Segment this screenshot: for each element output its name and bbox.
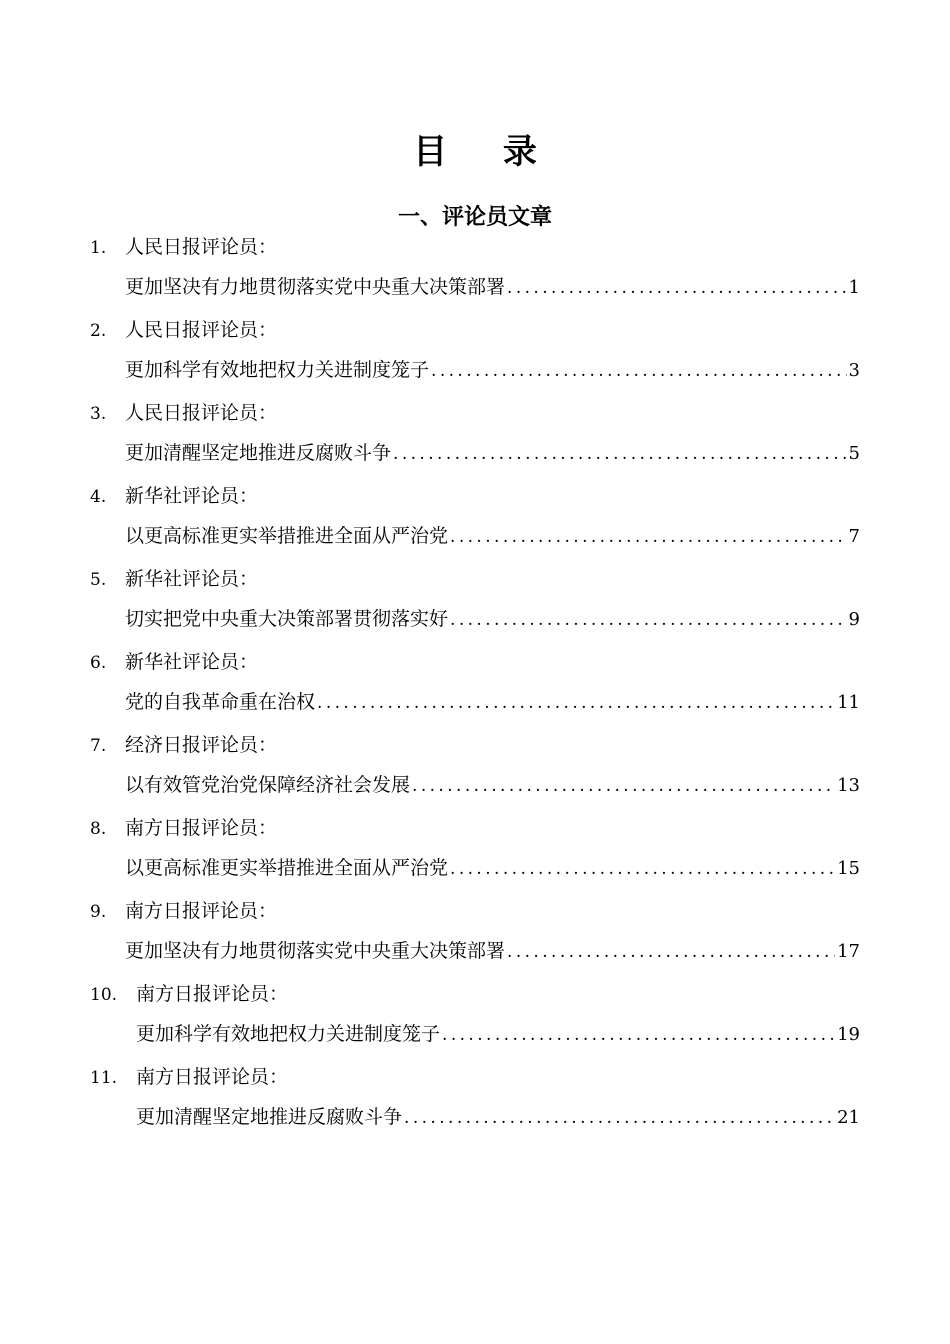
toc-leader-dots: [507, 273, 847, 303]
toc-leader-dots: [317, 688, 835, 718]
toc-entry-9: [90, 894, 860, 977]
toc-entry-2: [90, 313, 860, 396]
toc-entry-page: 1: [848, 277, 860, 298]
toc-leader-dots: [450, 522, 847, 552]
toc-entry-link[interactable]: [125, 687, 860, 717]
page-title: 目 录: [413, 132, 559, 172]
toc-entry-link[interactable]: [125, 936, 860, 966]
toc-entry-page: 17: [837, 941, 860, 962]
toc-entry-source: 人民日报评论员：: [125, 319, 278, 341]
toc-entry-heading: [90, 813, 277, 843]
toc-entry-link[interactable]: [136, 1102, 860, 1132]
toc-leader-dots: [393, 439, 847, 469]
toc-leader-dots: [431, 356, 847, 386]
toc-entry-source: 南方日报评论员：: [125, 900, 278, 922]
toc-entry-title: 党的自我革命重在治权: [125, 691, 316, 713]
toc-entry-title: 更加科学有效地把权力关进制度笼子: [125, 359, 430, 381]
toc-entry-number: 11.: [90, 1068, 118, 1088]
toc-entry-source: 南方日报评论员：: [136, 1066, 289, 1088]
toc-entry-source: 南方日报评论员：: [125, 817, 278, 839]
toc-entry-1: [90, 230, 860, 313]
toc-entry-heading: [90, 315, 277, 345]
toc-entry-source: 人民日报评论员：: [125, 402, 278, 424]
toc-entry-number: 2.: [90, 321, 107, 341]
toc-entry-title: 以更高标准更实举措推进全面从严治党: [125, 857, 449, 879]
toc-leader-dots: [412, 771, 835, 801]
toc-entry-5: [90, 562, 860, 645]
toc-entry-page: 19: [837, 1024, 860, 1045]
toc-leader-dots: [450, 605, 847, 635]
toc-entry-number: 7.: [90, 736, 107, 756]
toc-entry-page: 15: [837, 858, 860, 879]
toc-entry-link[interactable]: [125, 521, 860, 551]
toc-entry-source: 新华社评论员：: [125, 651, 259, 673]
toc-entry-number: 1.: [90, 238, 107, 258]
toc-entry-heading: [90, 896, 277, 926]
toc-entry-link[interactable]: [125, 770, 860, 800]
toc-entry-page: 7: [848, 526, 860, 547]
toc-entry-page: 3: [848, 360, 860, 381]
toc-leader-dots: [450, 854, 835, 884]
toc-entry-heading: [90, 232, 277, 262]
toc-leader-dots: [404, 1103, 835, 1133]
section-title: 一、评论员文章: [397, 205, 552, 230]
toc-leader-dots: [507, 937, 835, 967]
toc-entry-source: 人民日报评论员：: [125, 236, 278, 258]
toc-entry-title: 以更高标准更实举措推进全面从严治党: [125, 525, 449, 547]
toc-entry-6: [90, 645, 860, 728]
toc-entry-11: [90, 1060, 860, 1143]
toc-entry-title: 更加坚决有力地贯彻落实党中央重大决策部署: [125, 940, 506, 962]
toc-entry-heading: [90, 481, 258, 511]
toc-entry-link[interactable]: [125, 355, 860, 385]
toc-entry-title: 更加坚决有力地贯彻落实党中央重大决策部署: [125, 276, 506, 298]
toc-entry-7: [90, 728, 860, 811]
toc-entry-number: 10.: [90, 985, 118, 1005]
toc-entry-heading: [90, 1062, 288, 1092]
toc-entry-8: [90, 811, 860, 894]
toc-entry-source: 南方日报评论员：: [136, 983, 289, 1005]
toc-entry-10: [90, 977, 860, 1060]
toc-entry-number: 9.: [90, 902, 107, 922]
toc-entry-link[interactable]: [125, 604, 860, 634]
toc-entry-page: 11: [837, 692, 860, 713]
table-of-contents: [90, 230, 860, 1143]
toc-entry-number: 5.: [90, 570, 107, 590]
toc-entry-link[interactable]: [136, 1019, 860, 1049]
toc-entry-title: 以有效管党治党保障经济社会发展: [125, 774, 411, 796]
toc-entry-number: 8.: [90, 819, 107, 839]
toc-entry-source: 新华社评论员：: [125, 568, 259, 590]
toc-entry-source: 经济日报评论员：: [125, 734, 278, 756]
toc-entry-link[interactable]: [125, 272, 860, 302]
toc-entry-number: 3.: [90, 404, 107, 424]
toc-entry-heading: [90, 979, 288, 1009]
toc-entry-4: [90, 479, 860, 562]
toc-entry-heading: [90, 564, 258, 594]
toc-entry-heading: [90, 647, 258, 677]
toc-entry-number: 4.: [90, 487, 107, 507]
toc-entry-3: [90, 396, 860, 479]
toc-entry-title: 切实把党中央重大决策部署贯彻落实好: [125, 608, 449, 630]
toc-entry-link[interactable]: [125, 853, 860, 883]
toc-entry-page: 21: [837, 1107, 860, 1128]
toc-entry-title: 更加科学有效地把权力关进制度笼子: [136, 1023, 441, 1045]
toc-entry-title: 更加清醒坚定地推进反腐败斗争: [125, 442, 392, 464]
toc-entry-heading: [90, 398, 277, 428]
toc-entry-source: 新华社评论员：: [125, 485, 259, 507]
toc-entry-number: 6.: [90, 653, 107, 673]
toc-entry-title: 更加清醒坚定地推进反腐败斗争: [136, 1106, 403, 1128]
toc-entry-page: 9: [848, 609, 860, 630]
toc-entry-heading: [90, 730, 277, 760]
toc-entry-page: 5: [848, 443, 860, 464]
toc-leader-dots: [442, 1020, 835, 1050]
toc-entry-page: 13: [837, 775, 860, 796]
toc-entry-link[interactable]: [125, 438, 860, 468]
